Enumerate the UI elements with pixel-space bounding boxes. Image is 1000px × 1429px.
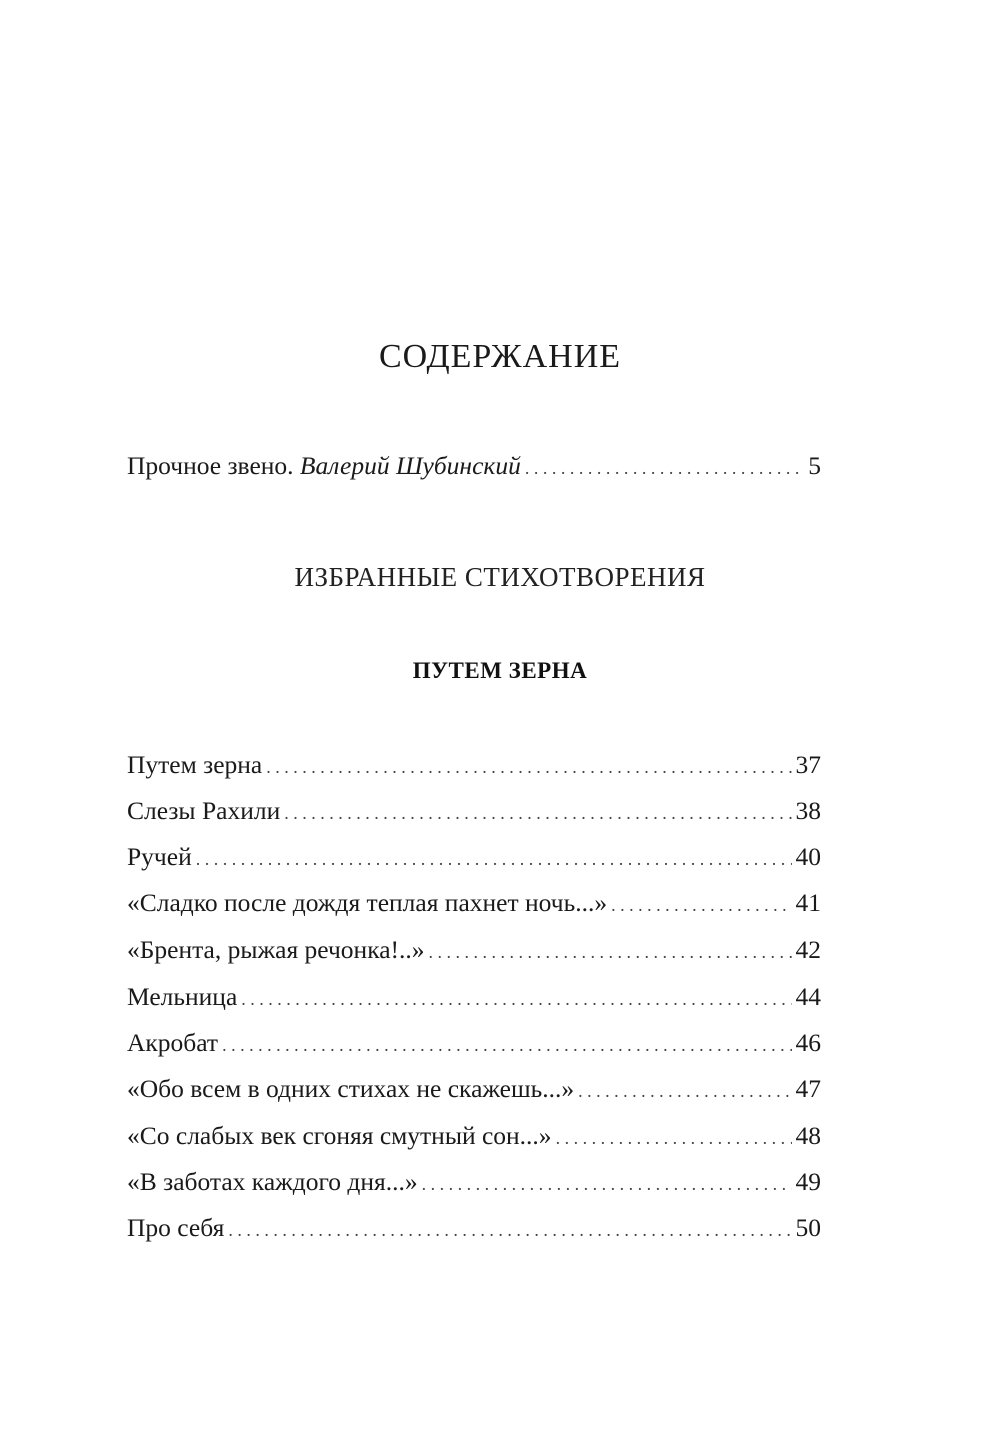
toc-entry-preface[interactable] [127,449,821,483]
toc-leader-dots [525,451,804,485]
toc-leader-dots [578,1074,791,1108]
toc-entry-title: Прочное звено. [127,451,294,480]
toc-entry-label: «Обо всем в одних стихах не скажешь...» [127,1074,575,1103]
toc-entry-page: 38 [795,796,821,825]
toc-entry[interactable] [127,748,821,782]
toc-leader-dots [611,888,791,922]
toc-entry-page: 49 [795,1167,821,1196]
toc-entry-label: «Сладко после дождя теплая пахнет ночь...» [127,888,608,917]
page-title: СОДЕРЖАНИЕ [378,338,622,375]
toc-entry[interactable] [127,1026,821,1060]
toc-entry-page: 41 [795,888,821,917]
toc-entry-author: Валерий Шубинский [299,451,521,480]
toc-entry-label: «Брента, рыжая речонка!..» [127,935,425,964]
toc-entry[interactable] [127,794,821,828]
toc-entry-page: 42 [795,935,821,964]
toc-leader-dots [241,982,791,1016]
toc-entry-page: 44 [795,982,821,1011]
toc-leader-dots [266,750,791,784]
toc-entry[interactable] [127,1119,821,1153]
toc-entry-page: 50 [795,1213,821,1242]
toc-entry-page: 46 [795,1028,821,1057]
toc-entry[interactable] [127,980,821,1014]
toc-leader-dots [556,1121,792,1155]
toc-leader-dots [196,842,792,876]
toc-entry-page: 37 [795,750,821,779]
toc-entry-page: 5 [808,451,821,480]
toc-entry[interactable] [127,933,821,967]
toc-entry[interactable] [127,1072,821,1106]
toc-entry-label: Путем зерна [127,750,263,779]
section-heading: ИЗБРАННЫЕ СТИХОТВОРЕНИЯ [294,562,706,592]
toc-entry[interactable] [127,1165,821,1199]
toc-entry-label: Ручей [127,842,192,871]
toc-entry-label: «В заботах каждого дня...» [127,1167,418,1196]
toc-entry[interactable] [127,886,821,920]
toc-entry-label: Про себя [127,1213,225,1242]
toc-leader-dots [422,1167,792,1201]
toc-entry-page: 48 [795,1121,821,1150]
toc-entry-page: 40 [795,842,821,871]
toc-entry[interactable] [127,840,821,874]
toc-entry-page: 47 [795,1074,821,1103]
toc-leader-dots [228,1213,791,1247]
subsection-heading: ПУТЕМ ЗЕРНА [412,658,588,683]
toc-entry-label: Мельница [127,982,238,1011]
toc-entry-label [127,449,521,483]
toc-leader-dots [222,1028,791,1062]
toc-leader-dots [429,935,792,969]
toc-entry-label: «Со слабых век сгоняя смутный сон...» [127,1121,552,1150]
toc-entry[interactable] [127,1211,821,1245]
toc-entry-label: Акробат [127,1028,219,1057]
toc-leader-dots [284,796,791,830]
toc-entry-label: Слезы Рахили [127,796,281,825]
